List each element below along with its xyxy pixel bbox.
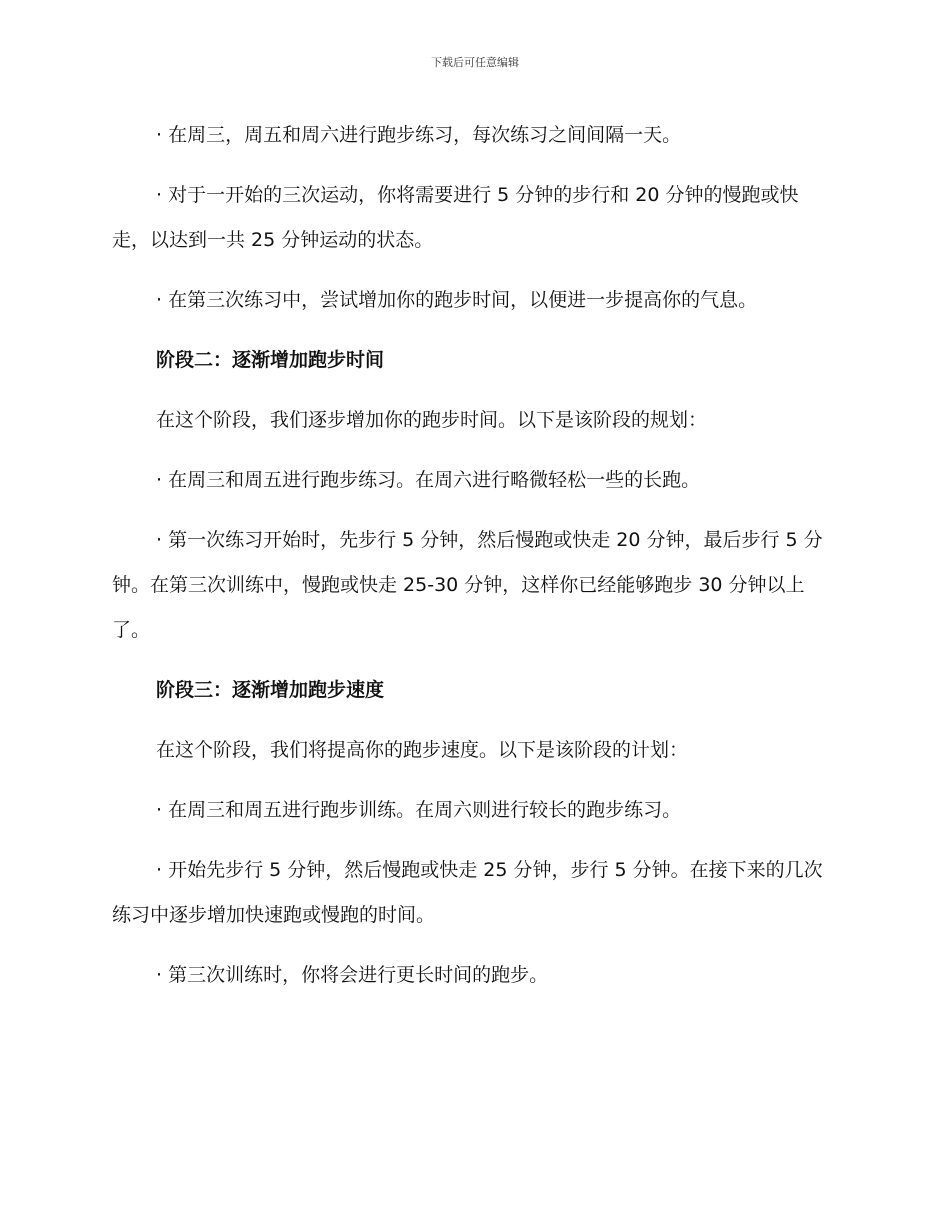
intro-paragraph: 在这个阶段，我们逐步增加你的跑步时间。以下是该阶段的规划：	[156, 409, 708, 431]
section-heading-stage-two: 阶段二：逐渐增加跑步时间	[156, 349, 385, 371]
document-body	[112, 113, 834, 1013]
bullet-paragraph: · 在周三和周五进行跑步练习。在周六进行略微轻松一些的长跑。	[156, 469, 701, 491]
bullet-paragraph: · 第一次练习开始时，先步行 5 分钟，然后慢跑或快走 20 分钟，最后步行 5 分钟。在第三次训练中，慢跑或快走 25-30 分钟，这样你已经能够跑步 30 分钟以上了。	[112, 529, 823, 641]
section-heading-stage-three: 阶段三：逐渐增加跑步速度	[156, 679, 385, 701]
bullet-paragraph: · 在周三和周五进行跑步训练。在周六则进行较长的跑步练习。	[156, 799, 682, 821]
bullet-paragraph: · 在第三次练习中，尝试增加你的跑步时间，以便进一步提高你的气息。	[156, 289, 758, 311]
bullet-paragraph: · 开始先步行 5 分钟，然后慢跑或快走 25 分钟，步行 5 分钟。在接下来的几次练习中逐步增加快速跑或慢跑的时间。	[112, 859, 823, 926]
bullet-paragraph: · 对于一开始的三次运动，你将需要进行 5 分钟的步行和 20 分钟的慢跑或快走，以达到一共 25 分钟运动的状态。	[112, 184, 799, 251]
page-header-note: 下载后可任意编辑	[431, 56, 519, 69]
intro-paragraph: 在这个阶段，我们将提高你的跑步速度。以下是该阶段的计划：	[156, 739, 689, 761]
bullet-paragraph: · 在周三，周五和周六进行跑步练习，每次练习之间间隔一天。	[156, 124, 682, 146]
bullet-paragraph: · 第三次训练时，你将会进行更长时间的跑步。	[156, 964, 549, 986]
